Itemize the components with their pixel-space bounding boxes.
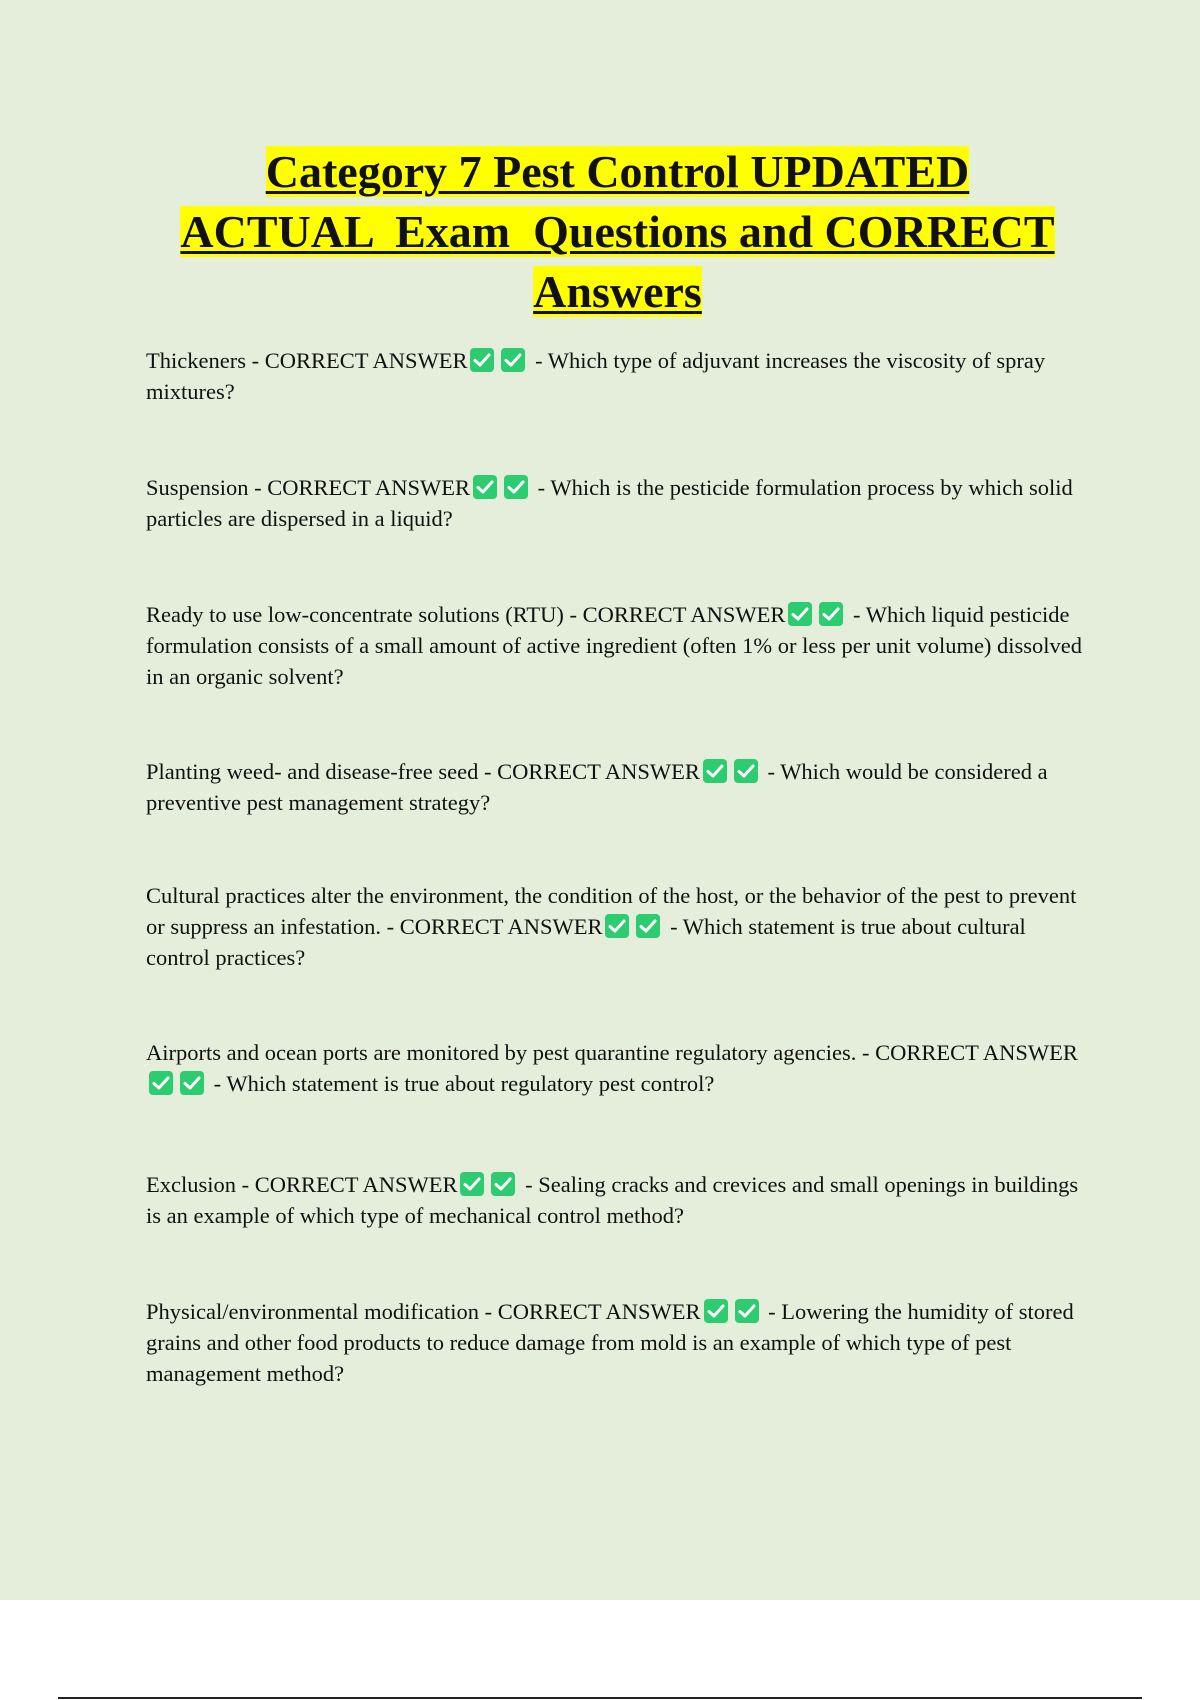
correct-answer-label: CORRECT ANSWER (497, 1299, 701, 1324)
check-mark-icon (491, 1172, 515, 1196)
qa-item-4 (146, 756, 1086, 818)
answer-text: Physical/environmental modification - (146, 1299, 498, 1324)
check-mark-icon (703, 759, 727, 783)
qa-item-7 (146, 1169, 1086, 1231)
answer-text: Ready to use low-concentrate solutions (RTU) - (146, 602, 583, 627)
title-line-3: Answers (533, 266, 702, 317)
correct-answer-label: CORRECT ANSWER (264, 348, 468, 373)
qa-item-3 (146, 599, 1086, 692)
check-mark-icon (734, 759, 758, 783)
question-text: - Which statement is true about regulatory pest control? (208, 1071, 715, 1096)
qa-item-6 (146, 1037, 1086, 1099)
correct-answer-label: CORRECT ANSWER (254, 1172, 458, 1197)
answer-text: Airports and ocean ports are monitored by pest quarantine regulatory agencies. - (146, 1040, 876, 1065)
check-mark-icon (504, 475, 528, 499)
question-text: - Which would be considered a preventive pest management strategy? (146, 759, 1048, 815)
check-mark-icon (460, 1172, 484, 1196)
check-mark-icon (788, 602, 812, 626)
check-mark-icon (501, 348, 525, 372)
check-mark-icon (819, 602, 843, 626)
check-mark-icon (605, 914, 629, 938)
check-mark-icon (470, 348, 494, 372)
correct-answer-label: CORRECT ANSWER (582, 602, 786, 627)
question-text: - Which statement is true about cultural control practices? (146, 914, 1026, 970)
answer-text: Exclusion - (146, 1172, 255, 1197)
question-text: - Which type of adjuvant increases the viscosity of spray mixtures? (146, 348, 1046, 404)
correct-answer-label: CORRECT ANSWER (875, 1040, 1078, 1065)
title-line-2: ACTUAL Exam Questions and CORRECT (180, 206, 1055, 257)
title-line-1: Category 7 Pest Control UPDATED (265, 146, 970, 197)
question-text: - Which liquid pesticide formulation consists of a small amount of active ingredient (often 1% or less per unit volume) dissolved in an organic solvent? (146, 602, 1083, 689)
correct-answer-label: CORRECT ANSWER (497, 759, 700, 784)
check-mark-icon (704, 1299, 728, 1323)
document-title (130, 142, 1105, 322)
answer-text: Suspension - (146, 475, 268, 500)
answer-text: Cultural practices alter the environment, the condition of the host, or the behavior of the pest to prevent or suppress an infestation. - (146, 883, 1077, 939)
correct-answer-label: CORRECT ANSWER (267, 475, 471, 500)
check-mark-icon (473, 475, 497, 499)
question-text: - Sealing cracks and crevices and small openings in buildings is an example of which type of mechanical control method? (146, 1172, 1079, 1228)
qa-item-8 (146, 1296, 1086, 1389)
correct-answer-label: CORRECT ANSWER (399, 914, 603, 939)
answer-text: Thickeners - (146, 348, 265, 373)
check-mark-icon (735, 1299, 759, 1323)
question-text: - Which is the pesticide formulation process by which solid particles are dispersed in a liquid? (146, 475, 1073, 531)
check-mark-icon (636, 914, 660, 938)
qa-item-2 (146, 472, 1086, 534)
question-text: - Lowering the humidity of stored grains and other food products to reduce damage from mold is an example of which type of pest management method? (146, 1299, 1074, 1386)
footer-divider (58, 1697, 1142, 1699)
answer-text: Planting weed- and disease-free seed - (146, 759, 498, 784)
qa-item-1 (146, 345, 1086, 407)
check-mark-icon (180, 1071, 204, 1095)
qa-item-5 (146, 880, 1086, 973)
check-mark-icon (149, 1071, 173, 1095)
